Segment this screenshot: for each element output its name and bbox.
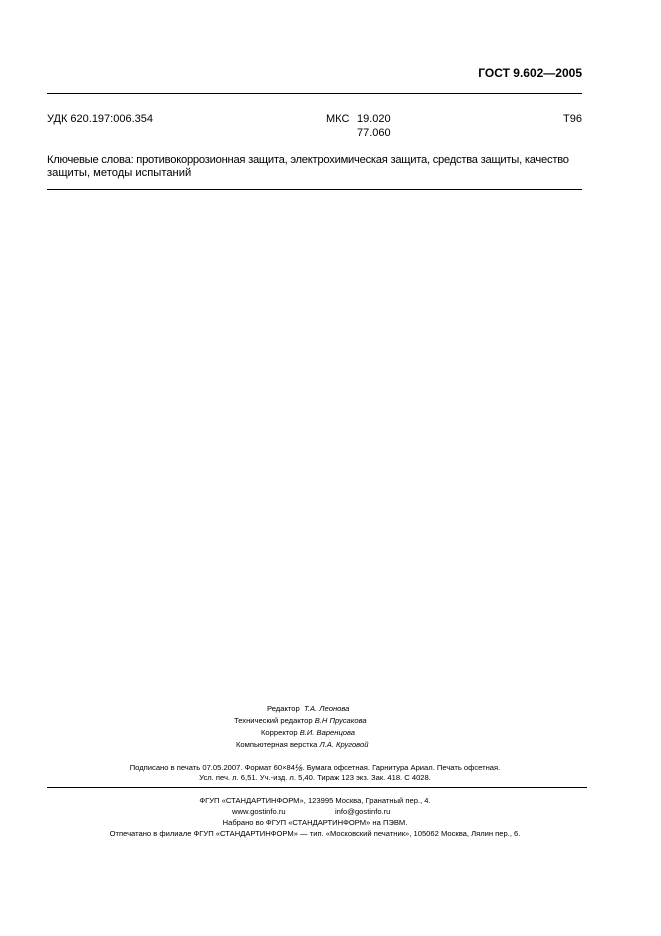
credit-person: В.Н Прусакова bbox=[314, 716, 367, 725]
credit-tech-editor bbox=[234, 716, 367, 725]
keywords-rule bbox=[47, 189, 582, 190]
group-code: Т96 bbox=[563, 113, 582, 125]
print-signed-text: Подписано в печать 07.05.2007. Формат 60×84 bbox=[129, 763, 295, 772]
publisher-email[interactable]: info@gostinfo.ru bbox=[335, 807, 391, 816]
credit-role: Компьютерная верстка bbox=[236, 740, 318, 749]
mks-code-2: 77.060 bbox=[357, 127, 391, 139]
credit-role: Редактор bbox=[267, 704, 300, 713]
credit-person: В.И. Варенцова bbox=[299, 728, 356, 737]
publisher-address: ФГУП «СТАНДАРТИНФОРМ», 123995 Москва, Гранатный пер., 4. bbox=[199, 796, 431, 805]
credit-person: Л.А. Круговой bbox=[319, 740, 369, 749]
publisher-printed: Отпечатано в филиале ФГУП «СТАНДАРТИНФОРМ» — тип. «Московский печатник», 105062 Москва, Лялин пер., 6. bbox=[109, 829, 521, 838]
keywords-line-2: защиты, методы испытаний bbox=[47, 167, 192, 179]
mks-label: МКС bbox=[326, 113, 350, 125]
credit-layout bbox=[236, 740, 368, 749]
print-paper-text: . Бумага офсетная. Гарнитура Ариал. Печать офсетная. bbox=[302, 763, 501, 772]
credit-person: Т.А. Леонова bbox=[303, 704, 350, 713]
publisher-website[interactable]: www.gostinfo.ru bbox=[232, 807, 286, 816]
credit-role: Корректор bbox=[261, 728, 298, 737]
keywords-line-1: Ключевые слова: противокоррозионная защита, электрохимическая защита, средства защиты, качество bbox=[47, 154, 569, 166]
document-code: ГОСТ 9.602—2005 bbox=[478, 66, 582, 80]
mks-code-1: 19.020 bbox=[357, 113, 391, 125]
publisher-typeset: Набрано во ФГУП «СТАНДАРТИНФОРМ» на ПЭВМ. bbox=[222, 818, 408, 827]
credit-proofreader bbox=[261, 728, 355, 737]
credit-role: Технический редактор bbox=[234, 716, 313, 725]
header-rule bbox=[47, 93, 582, 94]
print-info-line-1 bbox=[40, 762, 590, 772]
udk-code: УДК 620.197:006.354 bbox=[47, 113, 153, 125]
imprint-rule bbox=[47, 787, 587, 788]
format-fraction: ⅛ bbox=[295, 763, 303, 773]
credit-editor bbox=[267, 704, 349, 713]
print-info-line-2: Усл. печ. л. 6,51. Уч.-изд. л. 5,40. Тираж 123 экз. Зак. 418. С 4028. bbox=[199, 773, 431, 782]
